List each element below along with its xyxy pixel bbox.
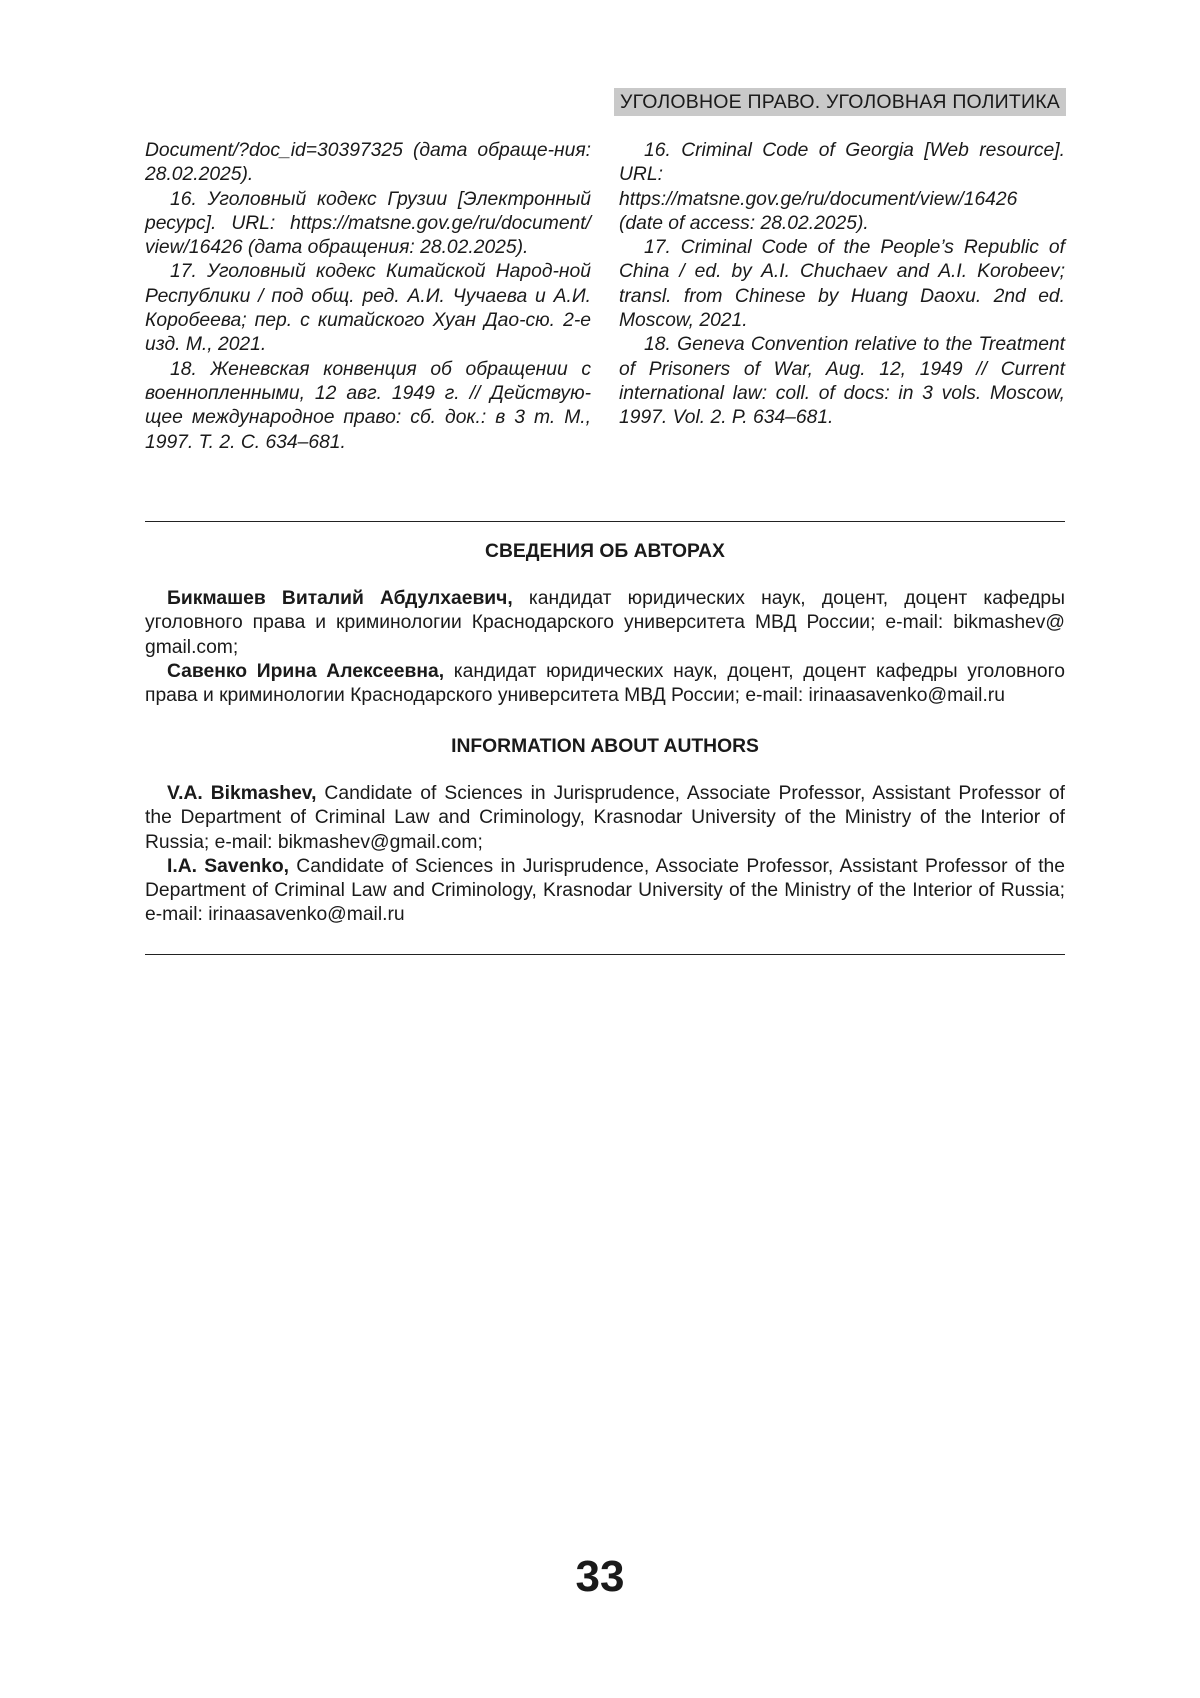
authors-ru-title: СВЕДЕНИЯ ОБ АВТОРАХ	[485, 541, 725, 562]
references-column-russian	[145, 139, 591, 455]
author-details: кандидат юридических наук, доцент, доцент кафедры уголовного права и криминологии Краснодарского университета МВД России; e-mail: irinaasavenko@mail.ru	[145, 660, 1065, 707]
divider-top	[145, 521, 1065, 522]
authors-ru	[145, 587, 1065, 708]
reference-item: 18. Женевская конвенция об обращении с военнопленными, 12 авг. 1949 г. // Действую-щее международное право: сб. док.: в 3 т. М., 1997. Т. 2. С. 634–681.	[145, 358, 591, 453]
author-details: Candidate of Sciences in Jurisprudence, Associate Professor, Assistant Professor of the Department of Criminal Law and Criminology, Krasnodar University of the Ministry of the Interior of Russia; e-mail: irinaasavenko@mail.ru	[145, 855, 1065, 926]
reference-item: 16. Criminal Code of Georgia [Web resource]. URL: https://matsne.gov.ge/ru/document/view/16426 (date of access: 28.02.2025).	[619, 140, 1065, 234]
author-name: Савенко Ирина Алексеевна,	[167, 660, 445, 682]
author-name: V.A. Bikmashev,	[167, 783, 317, 804]
page-number: 33	[575, 1552, 625, 1601]
author-entry	[145, 660, 1065, 709]
references-section	[145, 139, 1065, 455]
author-name: I.A. Savenko,	[167, 855, 289, 877]
reference-item: 16. Уголовный кодекс Грузии [Электронный ресурс]. URL: https://matsne.gov.ge/ru/document/ view/16426 (дата обращения: 28.02.2025).	[145, 188, 591, 259]
author-details: Candidate of Sciences in Jurisprudence, Associate Professor, Assistant Professor of the Department of Criminal Law and Criminology, Krasnodar University of the Ministry of the Interior of Russia; e-mail: bikmashev@gmail.com;	[145, 783, 1065, 853]
references-column-english	[619, 139, 1065, 455]
running-header: УГОЛОВНОЕ ПРАВО. УГОЛОВНАЯ ПОЛИТИКА	[614, 88, 1066, 116]
author-entry	[145, 782, 1065, 855]
reference-item: 17. Уголовный кодекс Китайской Народ-ной Республики / под общ. ред. А.И. Чучаева и А.И. Коробеева; пер. с китайского Хуан Дао-сю. 2-е изд. М., 2021.	[145, 261, 591, 356]
reference-item: 18. Geneva Convention relative to the Treatment of Prisoners of War, Aug. 12, 1949 // Current international law: coll. of docs: in 3 vols. Moscow, 1997. Vol. 2. P. 634–681.	[619, 334, 1065, 429]
reference-item: Document/?doc_id=30397325 (дата обраще-ния: 28.02.2025).	[145, 140, 591, 186]
author-name: Бикмашев Виталий Абдулхаевич,	[167, 588, 513, 609]
author-entry	[145, 587, 1065, 660]
author-entry	[145, 855, 1065, 928]
reference-item: 17. Criminal Code of the People’s Republic of China / ed. by A.I. Chuchaev and A.I. Korobeev; transl. from Chinese by Huang Daoxu. 2nd ed. Moscow, 2021.	[619, 237, 1065, 332]
authors-en	[145, 782, 1065, 928]
author-details: кандидат юридических наук, доцент, доцент кафедры уголовного права и криминологии Краснодарского университета МВД России; e-mail: bikmashev@ gmail.com;	[145, 588, 1065, 658]
authors-en-title: INFORMATION ABOUT AUTHORS	[451, 736, 759, 757]
divider-bottom	[145, 954, 1065, 955]
